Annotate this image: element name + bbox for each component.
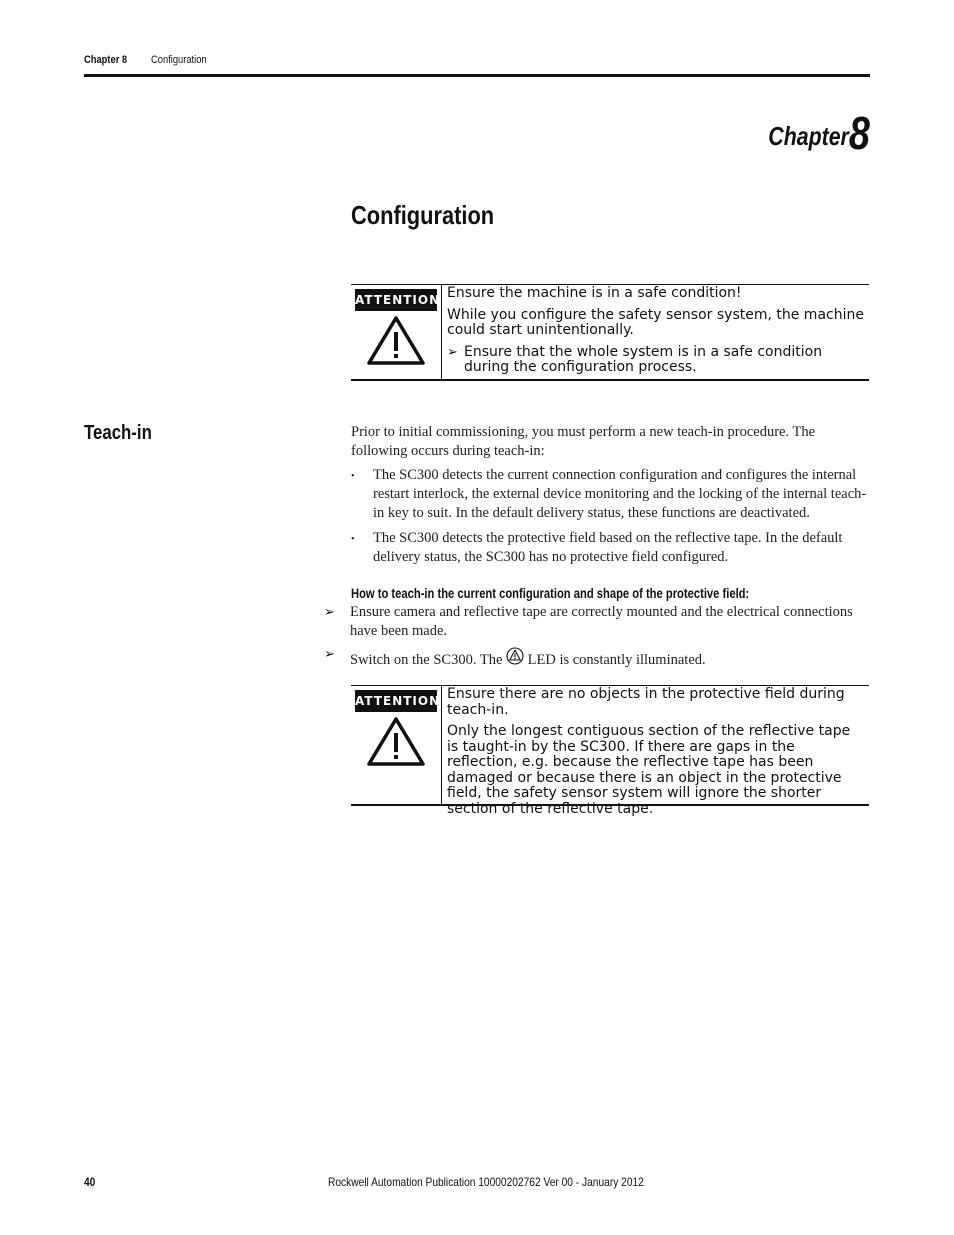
bullet-item: [351, 529, 870, 567]
procedure-heading: How to teach-in the current configuration and shape of the protective field:: [351, 585, 750, 601]
procedure-step-text: Switch on the SC300. The: [350, 652, 503, 668]
procedure-step-text: Ensure camera and reflective tape are correctly mounted and the electrical connections have been made.: [350, 604, 853, 639]
bullet-text: The SC300 detects the current connection configuration and configures the internal restart interlock, the external device monitoring and the locking of the internal teach-in key to suit. In the default delivery status, these functions are deactivated.: [373, 467, 867, 521]
bullet-dot: •: [351, 471, 355, 482]
attention-bullet-text: Ensure that the whole system is in a safe condition during the configuration process.: [464, 343, 823, 375]
attention-text: Ensure there are no objects in the protective field during teach-in.: [447, 686, 845, 718]
attention-badge: ATTENTION: [355, 690, 437, 712]
attention-content: [447, 686, 865, 817]
attention-text: Ensure the machine is in a safe condition!: [447, 285, 742, 301]
attention-text: Only the longest contiguous section of the reflective tape is taught-in by the SC300. If there are gaps in the reflection, e.g. because the reflective tape has been damaged or because there is an object in the protective field, the safety sensor system will ignore the shorter section of the reflective tape.: [447, 723, 851, 817]
attention-badge: ATTENTION: [355, 289, 437, 311]
bullet-item: [351, 466, 870, 523]
warning-led-icon: [506, 647, 524, 665]
chapter-heading: [768, 106, 870, 160]
procedure-step-text: LED is constantly illuminated.: [527, 652, 706, 668]
arrow-bullet-icon: ➢: [324, 646, 335, 661]
attention-sidebar: [351, 686, 442, 804]
bullet-text: The SC300 detects the protective field based on the reflective tape. In the default delivery status, the SC300 has no protective field configured.: [373, 530, 843, 565]
page-title: Configuration: [351, 200, 495, 230]
running-header-title: Configuration: [151, 54, 207, 66]
attention-content: [447, 285, 865, 376]
teach-in-intro: Prior to initial commissioning, you must perform a new teach-in procedure. The following occurs during teach-in:: [351, 424, 816, 459]
header-rule: [84, 74, 870, 77]
attention-text: While you configure the safety sensor system, the machine could start unintentionally.: [447, 306, 864, 338]
chapter-number: 8: [849, 107, 870, 159]
bullet-dot: •: [351, 534, 355, 545]
section-heading-teach-in: Teach-in: [84, 422, 152, 444]
arrow-bullet-icon: ➢: [447, 344, 458, 360]
chapter-word: Chapter: [768, 121, 850, 151]
attention-box-2: [351, 685, 869, 817]
procedure-step: [324, 603, 864, 641]
attention-box-1: [351, 284, 869, 381]
arrow-bullet-icon: ➢: [324, 604, 335, 619]
running-header-chapter: Chapter 8: [84, 54, 128, 66]
publication-info: Rockwell Automation Publication 10000202762 Ver 00 - January 2012: [328, 1175, 644, 1189]
warning-triangle-icon: [367, 716, 425, 766]
attention-bullet: [447, 345, 865, 376]
warning-triangle-icon: [367, 315, 425, 365]
procedure-step: [324, 647, 864, 670]
page-number: 40: [84, 1175, 96, 1189]
attention-sidebar: [351, 285, 442, 379]
